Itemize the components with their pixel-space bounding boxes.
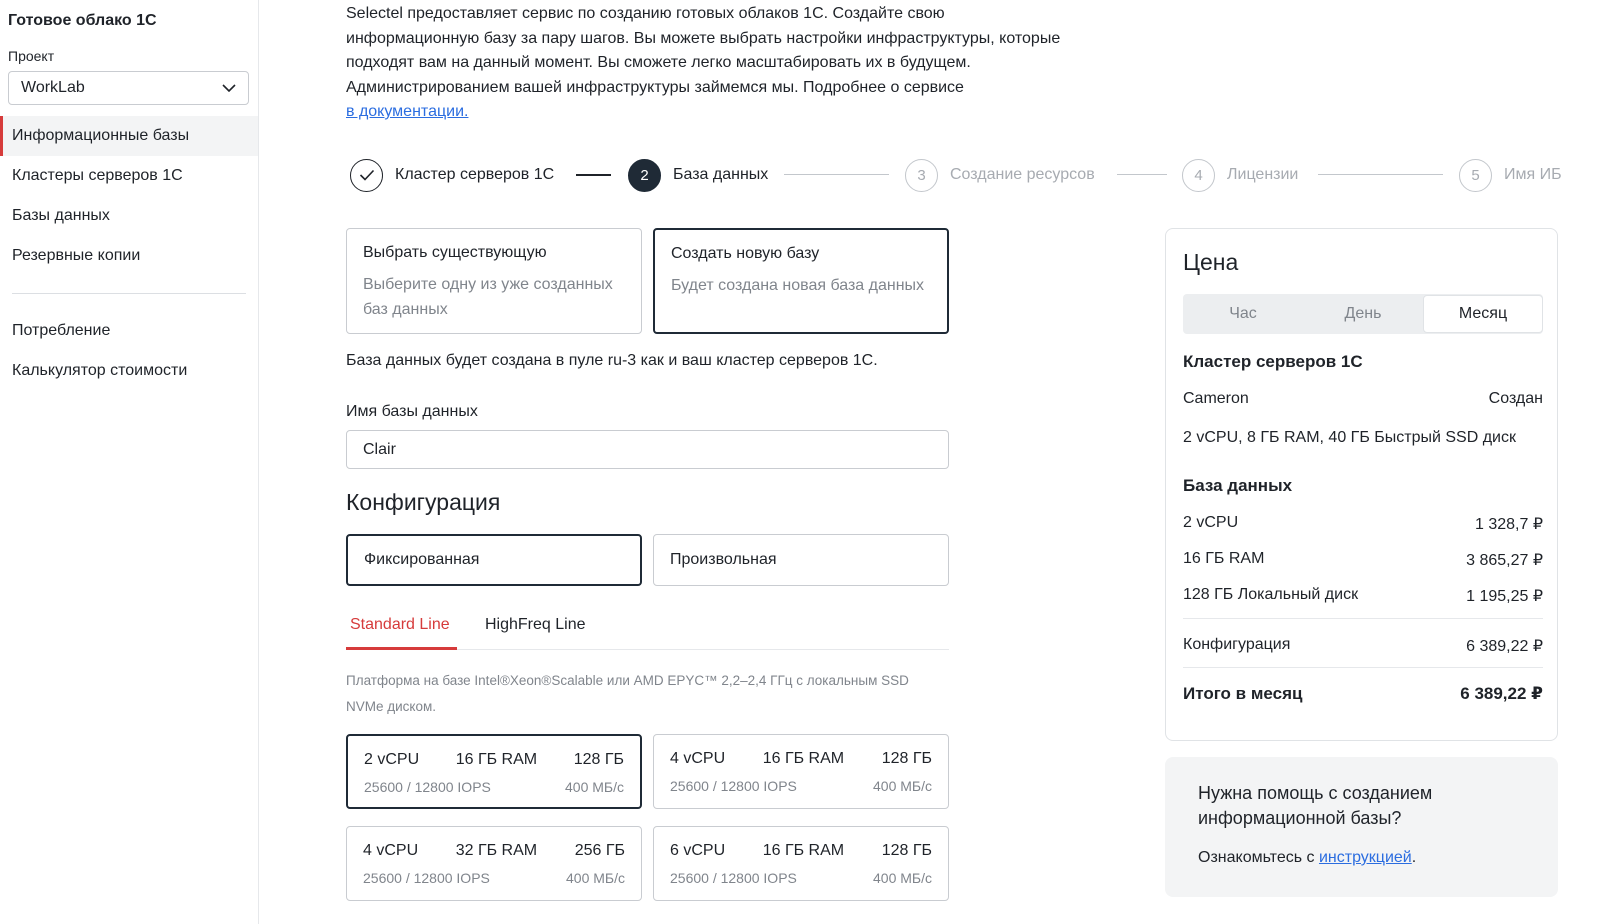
flavor-disk: 128 ГБ bbox=[881, 750, 932, 767]
cluster-name: Cameron bbox=[1183, 390, 1249, 407]
sidebar-nav-secondary bbox=[0, 311, 258, 391]
line-tabs bbox=[346, 612, 949, 650]
documentation-link[interactable]: в документации. bbox=[346, 103, 469, 120]
flavor-ram: 16 ГБ RAM bbox=[455, 751, 538, 768]
flavor-speed: 400 МБ/с bbox=[565, 779, 624, 795]
pool-info-text: База данных будет создана в пуле ru-3 как и ваш кластер серверов 1С. bbox=[346, 352, 878, 369]
configuration-heading: Конфигурация bbox=[346, 489, 501, 515]
stepper bbox=[350, 157, 1600, 193]
card-title: Создать новую базу bbox=[671, 245, 820, 262]
flavor-ram: 16 ГБ RAM bbox=[762, 842, 845, 859]
flavor-iops: 25600 / 12800 IOPS bbox=[363, 870, 490, 886]
step-licenses[interactable] bbox=[1182, 157, 1298, 193]
flavor-disk: 256 ГБ bbox=[574, 842, 625, 859]
price-title: Цена bbox=[1183, 249, 1239, 275]
step-number: 4 bbox=[1182, 159, 1215, 192]
instructions-link[interactable]: инструкцией bbox=[1318, 849, 1412, 866]
step-connector bbox=[1318, 174, 1443, 175]
step-database[interactable] bbox=[628, 157, 768, 193]
flavor-speed: 400 МБ/с bbox=[566, 870, 625, 886]
project-select-value: WorkLab bbox=[21, 79, 85, 96]
help-title: Нужна помощь с созданием информационной базы? bbox=[1198, 783, 1433, 828]
sidebar-divider bbox=[12, 293, 246, 294]
period-month[interactable]: Месяц bbox=[1423, 295, 1543, 333]
price-row-value: 1 195,25 ₽ bbox=[1466, 588, 1543, 605]
cluster-heading: Кластер серверов 1С bbox=[1183, 352, 1363, 371]
step-resources[interactable] bbox=[905, 157, 1095, 193]
step-label: Имя ИБ bbox=[1504, 166, 1562, 183]
cluster-spec-text: 2 vCPU, 8 ГБ RAM, 40 ГБ Быстрый SSD диск bbox=[1183, 429, 1516, 446]
flavor-iops: 25600 / 12800 IOPS bbox=[670, 778, 797, 794]
price-divider bbox=[1183, 618, 1543, 619]
card-description: Будет создана новая база данных bbox=[671, 277, 925, 294]
period-switch bbox=[1183, 294, 1543, 334]
period-hour[interactable]: Час bbox=[1229, 305, 1257, 322]
step-label: Кластер серверов 1С bbox=[395, 166, 555, 183]
active-tab-indicator bbox=[346, 647, 457, 650]
flavor-speed: 400 МБ/с bbox=[873, 778, 932, 794]
price-row bbox=[1183, 550, 1543, 570]
chevron-down-icon bbox=[222, 84, 236, 92]
intro-text bbox=[346, 2, 1066, 125]
tab-highfreq-line[interactable]: HighFreq Line bbox=[485, 616, 586, 633]
flavor-cpu: 4 vCPU bbox=[670, 750, 726, 767]
help-text bbox=[1198, 849, 1416, 867]
custom-config-button[interactable]: Произвольная bbox=[653, 534, 949, 586]
flavor-card[interactable] bbox=[653, 826, 949, 901]
sidebar bbox=[0, 0, 259, 924]
step-label: Создание ресурсов bbox=[950, 166, 1095, 183]
total-row bbox=[1183, 684, 1543, 704]
price-divider bbox=[1183, 667, 1543, 668]
step-number: 5 bbox=[1459, 159, 1492, 192]
flavor-iops: 25600 / 12800 IOPS bbox=[364, 779, 491, 795]
help-text-suffix: . bbox=[1411, 849, 1417, 866]
flavor-speed: 400 МБ/с bbox=[873, 870, 932, 886]
config-price-value: 6 389,22 ₽ bbox=[1466, 638, 1543, 655]
step-label: База данных bbox=[673, 166, 769, 183]
flavor-cpu: 2 vCPU bbox=[364, 751, 420, 768]
step-connector bbox=[1117, 174, 1167, 175]
platform-description: Платформа на базе Intel®Xeon®Scalable или AMD EPYC™ 2,2–2,4 ГГц с локальным SSD NVMe диском. bbox=[346, 673, 909, 714]
intro-body: Selectel предоставляет сервис по созданию готовых облаков 1С. Создайте свою информационную базу за пару шагов. Вы можете выбрать настройки инфраструктуры, которые подходят вам на данный момент. Вы сможете легко масштабировать их в будущем. Администрированием вашей инфраструктуры займемся мы. Подробнее о сервисе bbox=[346, 5, 1061, 96]
help-text-prefix: Ознакомьтесь с bbox=[1198, 849, 1315, 866]
sidebar-item-backups[interactable]: Резервные копии bbox=[12, 247, 141, 264]
flavor-cpu: 6 vCPU bbox=[670, 842, 726, 859]
step-label: Лицензии bbox=[1227, 166, 1299, 183]
create-new-db-card[interactable] bbox=[653, 228, 949, 334]
sidebar-title: Готовое облако 1С bbox=[8, 12, 157, 29]
flavor-disk: 128 ГБ bbox=[573, 751, 624, 768]
flavor-ram: 16 ГБ RAM bbox=[762, 750, 845, 767]
config-price-label: Конфигурация bbox=[1183, 636, 1291, 653]
tab-standard-line[interactable]: Standard Line bbox=[350, 616, 450, 633]
flavor-disk: 128 ГБ bbox=[881, 842, 932, 859]
card-description: Выберите одну из уже созданных баз данных bbox=[363, 276, 613, 318]
cluster-spec bbox=[1183, 429, 1543, 447]
db-name-label: Имя базы данных bbox=[346, 403, 478, 420]
step-cluster[interactable] bbox=[350, 157, 554, 193]
price-row bbox=[1183, 514, 1543, 534]
cluster-status: Создан bbox=[1488, 390, 1543, 407]
sidebar-item-clusters[interactable]: Кластеры серверов 1С bbox=[12, 167, 183, 184]
card-title: Выбрать существующую bbox=[363, 244, 547, 261]
config-price-row bbox=[1183, 636, 1543, 656]
db-heading: База данных bbox=[1183, 476, 1293, 495]
price-row-label: 2 vCPU bbox=[1183, 514, 1239, 531]
flavor-card[interactable] bbox=[346, 826, 642, 901]
price-row-label: 128 ГБ Локальный диск bbox=[1183, 586, 1359, 603]
price-row-value: 3 865,27 ₽ bbox=[1466, 552, 1543, 569]
sidebar-item-databases[interactable]: Базы данных bbox=[12, 207, 110, 224]
fixed-config-button[interactable]: Фиксированная bbox=[346, 534, 642, 586]
price-row bbox=[1183, 586, 1543, 606]
flavor-cpu: 4 vCPU bbox=[363, 842, 419, 859]
project-select[interactable] bbox=[8, 71, 249, 105]
price-row-value: 1 328,7 ₽ bbox=[1474, 516, 1543, 533]
flavor-card[interactable] bbox=[346, 734, 642, 809]
sidebar-item-calculator[interactable]: Калькулятор стоимости bbox=[12, 362, 188, 379]
sidebar-nav bbox=[0, 116, 258, 276]
step-number: 3 bbox=[905, 159, 938, 192]
step-number: 2 bbox=[628, 159, 661, 192]
sidebar-item-consumption[interactable]: Потребление bbox=[12, 322, 111, 339]
period-day[interactable]: День bbox=[1344, 305, 1382, 322]
total-value: 6 389,22 ₽ bbox=[1460, 684, 1543, 703]
project-label: Проект bbox=[8, 48, 55, 64]
flavor-iops: 25600 / 12800 IOPS bbox=[670, 870, 797, 886]
price-panel bbox=[1165, 228, 1558, 741]
help-panel bbox=[1165, 757, 1558, 897]
db-name-input[interactable] bbox=[346, 430, 949, 469]
step-connector bbox=[784, 174, 889, 175]
total-label: Итого в месяц bbox=[1183, 684, 1303, 703]
cluster-row bbox=[1183, 390, 1543, 408]
price-row-label: 16 ГБ RAM bbox=[1183, 550, 1265, 567]
flavor-ram: 32 ГБ RAM bbox=[455, 842, 538, 859]
check-icon bbox=[350, 159, 383, 192]
flavor-card[interactable] bbox=[653, 734, 949, 809]
sidebar-item-infobases[interactable]: Информационные базы bbox=[0, 116, 258, 156]
step-connector bbox=[576, 174, 611, 176]
choose-existing-db-card[interactable] bbox=[346, 228, 642, 334]
step-ib-name[interactable] bbox=[1459, 157, 1562, 193]
